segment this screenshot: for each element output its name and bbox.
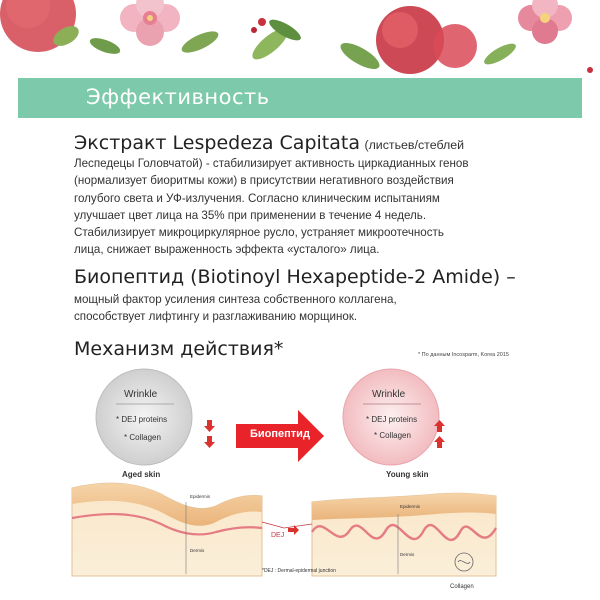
dermis-label-right: Dermis xyxy=(400,552,415,557)
lespedeza-section xyxy=(74,132,544,258)
source-footnote: * По данным Incosparm, Korea 2015 xyxy=(418,352,509,358)
aged-dej-label: * DEJ proteins xyxy=(116,415,168,424)
mechanism-diagram xyxy=(66,362,506,594)
collagen-label: Collagen xyxy=(450,584,474,590)
text-line: голубого света и УФ-излучения. Согласно клиническим испытаниям xyxy=(74,191,440,205)
text-line: Стабилизирует микроциркулярное русло, устраняет микроотечность xyxy=(74,226,444,240)
aged-skin-label: Aged skin xyxy=(122,470,161,479)
mechanism-title: Механизм действия* xyxy=(74,338,284,360)
text-line: лица, снижает выраженность эффекта «усталого» лица. xyxy=(74,243,380,257)
down-arrow-icon xyxy=(204,420,215,432)
aged-collagen-label: * Collagen xyxy=(124,433,161,442)
text-line: мощный фактор усиления синтеза собственного коллагена, xyxy=(74,293,397,306)
aged-skin-illustration xyxy=(72,483,262,576)
up-arrow-icon xyxy=(434,436,445,448)
text-line: улучшает цвет лица на 35% при применении в течение 4 недель. xyxy=(74,208,427,222)
young-dej-label: * DEJ proteins xyxy=(366,415,418,424)
lespedeza-heading-suffix: (листьев/стеблей xyxy=(364,138,465,152)
epidermis-label: Epidermis xyxy=(190,494,211,499)
text-line: (нормализует биоритмы кожи) в присутствии негативного воздействия xyxy=(74,174,454,188)
biopeptide-description xyxy=(74,291,544,325)
young-collagen-label: * Collagen xyxy=(374,431,411,440)
banner-title: Эффективность xyxy=(86,85,270,109)
young-skin-label: Young skin xyxy=(386,470,429,479)
dej-label: DEJ xyxy=(271,532,285,539)
aged-wrinkle-title: Wrinkle xyxy=(124,389,158,400)
floral-decoration xyxy=(0,0,600,80)
biopeptide-section xyxy=(74,266,544,325)
lespedeza-description xyxy=(74,155,544,258)
text-line: Леспедецы Головчатой) - стабилизирует активность циркадианных генов xyxy=(74,157,469,171)
lespedeza-heading: Экстракт Lespedeza Capitata xyxy=(74,132,360,154)
epidermis-label-right: Epidermis xyxy=(400,504,421,509)
section-banner xyxy=(18,78,582,118)
dermis-label: Dermis xyxy=(190,548,205,553)
arrow-label: Биопептид xyxy=(250,428,310,440)
down-arrow-icon xyxy=(204,436,215,448)
biopeptide-heading: Биопептид (Biotinoyl Hexapeptide-2 Amide) – xyxy=(74,266,516,288)
dej-definition: *DEJ : Dermal-epidermal junction xyxy=(262,568,336,574)
young-wrinkle-title: Wrinkle xyxy=(372,389,406,400)
text-line: способствует лифтингу и разглаживанию морщинок. xyxy=(74,310,358,324)
